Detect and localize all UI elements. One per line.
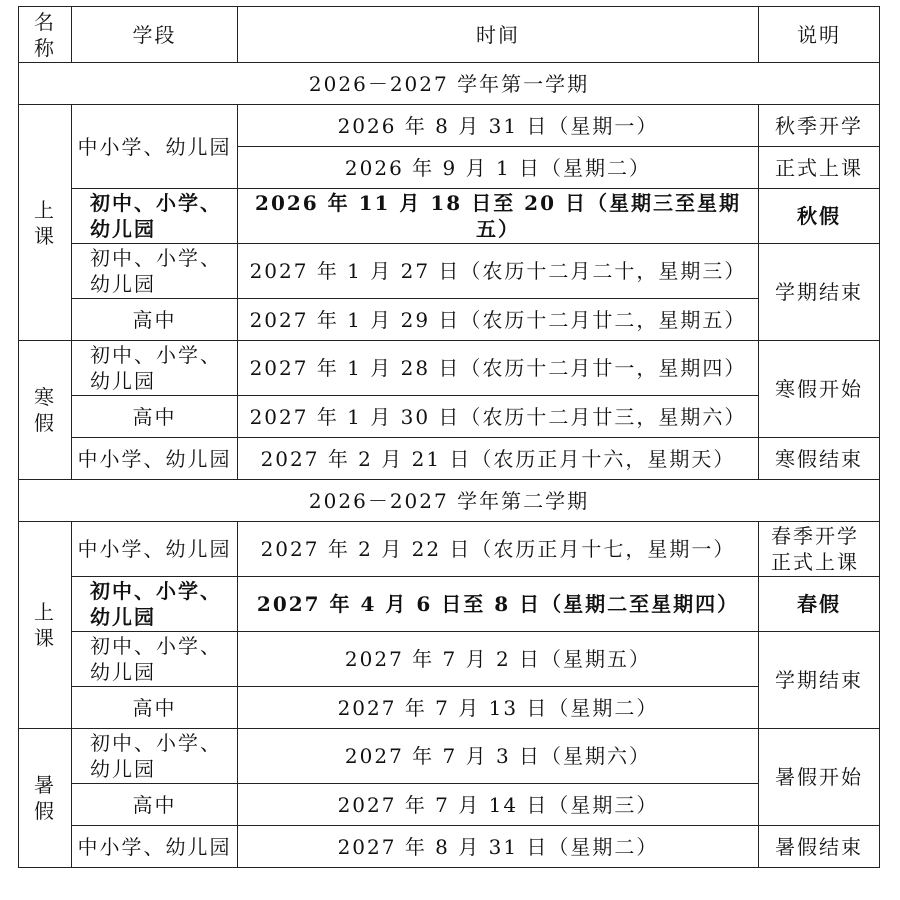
note-cell: 暑假开始 — [759, 729, 880, 826]
note-cell: 寒假结束 — [759, 438, 880, 480]
note-cell: 暑假结束 — [759, 826, 880, 868]
note-cell: 学期结束 — [759, 632, 880, 729]
time-cell: 2027 年 8 月 31 日（星期二） — [238, 826, 759, 868]
summer-label: 暑假 — [19, 729, 72, 868]
table-row — [19, 784, 880, 826]
header-note: 说明 — [759, 7, 880, 63]
table-row — [19, 632, 880, 687]
note-cell: 春假 — [759, 577, 880, 632]
time-cell: 2026 年 8 月 31 日（星期一） — [238, 105, 759, 147]
time-cell: 2027 年 7 月 13 日（星期二） — [238, 687, 759, 729]
stage-cell: 高中 — [72, 784, 238, 826]
time-cell: 2027 年 1 月 29 日（农历十二月廿二，星期五） — [238, 299, 759, 341]
time-cell: 2026 年 9 月 1 日（星期二） — [238, 147, 759, 189]
time-cell: 2027 年 1 月 27 日（农历十二月二十，星期三） — [238, 244, 759, 299]
time-cell: 2027 年 7 月 2 日（星期五） — [238, 632, 759, 687]
winter-label: 寒假 — [19, 341, 72, 480]
table-row — [19, 826, 880, 868]
stage-cell: 初中、小学、幼儿园 — [72, 632, 238, 687]
semester-title-row — [19, 63, 880, 105]
time-cell: 2027 年 7 月 3 日（星期六） — [238, 729, 759, 784]
table-row — [19, 105, 880, 147]
header-row — [19, 7, 880, 63]
time-cell: 2027 年 2 月 21 日（农历正月十六，星期天） — [238, 438, 759, 480]
stage-cell: 高中 — [72, 687, 238, 729]
time-cell: 2027 年 7 月 14 日（星期三） — [238, 784, 759, 826]
note-cell: 春季开学正式上课 — [759, 522, 880, 577]
table-row — [19, 522, 880, 577]
header-time: 时间 — [238, 7, 759, 63]
table-row — [19, 438, 880, 480]
semester2-class-label: 上课 — [19, 522, 72, 729]
time-cell: 2027 年 1 月 30 日（农历十二月廿三，星期六） — [238, 396, 759, 438]
time-cell: 2026 年 11 月 18 日至 20 日（星期三至星期五） — [238, 189, 759, 244]
stage-cell: 中小学、幼儿园 — [72, 438, 238, 480]
stage-cell: 高中 — [72, 299, 238, 341]
table-row — [19, 299, 880, 341]
semester2-title: 2026－2027 学年第二学期 — [19, 480, 880, 522]
stage-cell: 中小学、幼儿园 — [72, 522, 238, 577]
note-cell: 寒假开始 — [759, 341, 880, 438]
stage-cell: 初中、小学、幼儿园 — [72, 577, 238, 632]
table-row — [19, 341, 880, 396]
stage-cell: 初中、小学、幼儿园 — [72, 729, 238, 784]
stage-cell: 初中、小学、幼儿园 — [72, 341, 238, 396]
note-cell: 正式上课 — [759, 147, 880, 189]
table-row — [19, 687, 880, 729]
school-calendar-table — [18, 6, 880, 868]
note-cell: 学期结束 — [759, 244, 880, 341]
stage-cell: 中小学、幼儿园 — [72, 826, 238, 868]
table-row — [19, 729, 880, 784]
time-cell: 2027 年 2 月 22 日（农历正月十七，星期一） — [238, 522, 759, 577]
semester1-title: 2026－2027 学年第一学期 — [19, 63, 880, 105]
note-cell: 秋季开学 — [759, 105, 880, 147]
time-cell: 2027 年 1 月 28 日（农历十二月廿一，星期四） — [238, 341, 759, 396]
stage-cell: 初中、小学、幼儿园 — [72, 189, 238, 244]
stage-cell: 初中、小学、幼儿园 — [72, 244, 238, 299]
header-name: 名称 — [19, 7, 72, 63]
stage-cell: 中小学、幼儿园 — [72, 105, 238, 189]
stage-cell: 高中 — [72, 396, 238, 438]
note-cell: 秋假 — [759, 189, 880, 244]
table-row — [19, 244, 880, 299]
semester1-class-label: 上课 — [19, 105, 72, 341]
table-row — [19, 189, 880, 244]
table-row — [19, 577, 880, 632]
semester-title-row — [19, 480, 880, 522]
time-cell: 2027 年 4 月 6 日至 8 日（星期二至星期四） — [238, 577, 759, 632]
table-row — [19, 396, 880, 438]
header-stage: 学段 — [72, 7, 238, 63]
